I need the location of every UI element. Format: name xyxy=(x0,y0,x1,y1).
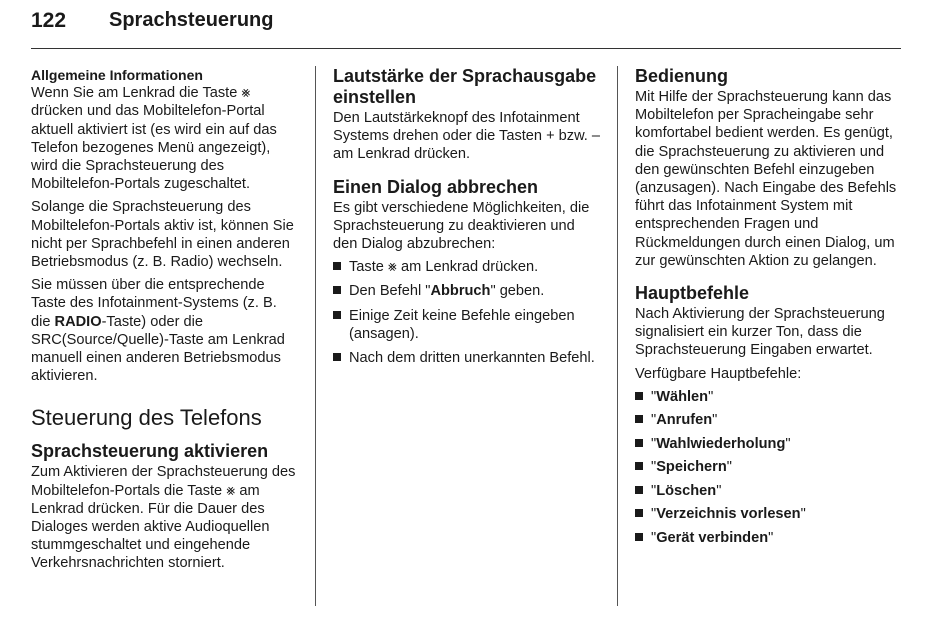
header-divider xyxy=(31,48,901,49)
list-item-text: Taste ⨳ am Lenkrad drücken. xyxy=(349,259,539,276)
command-text: Wählen xyxy=(656,388,709,405)
list-item-text: " geben. xyxy=(490,283,545,300)
bullet-icon xyxy=(635,509,643,517)
column-1 xyxy=(31,66,299,578)
command-item: "Gerät verbinden" xyxy=(635,529,901,547)
bullet-icon xyxy=(635,533,643,541)
column-3 xyxy=(635,66,901,552)
general-info-paragraph-3 xyxy=(31,276,299,385)
column-divider-1 xyxy=(315,66,316,606)
bullet-icon xyxy=(333,262,341,270)
column-2 xyxy=(333,66,601,373)
main-commands-list xyxy=(635,388,901,547)
column-divider-2 xyxy=(617,66,618,606)
bullet-icon xyxy=(333,353,341,361)
list-item xyxy=(333,349,601,367)
bullet-icon xyxy=(635,486,643,494)
bullet-icon xyxy=(635,415,643,423)
command-text: Wahlwiederholung xyxy=(656,435,786,452)
volume-paragraph: Den Lautstärkeknopf des Infotainment Systems drehen oder die Tasten + bzw. – am Lenkrad drücken. xyxy=(333,110,601,163)
command-text: Anrufen xyxy=(656,412,713,429)
operation-heading: Bedienung xyxy=(635,66,728,86)
available-commands-label: Verfügbare Hauptbefehle: xyxy=(635,365,802,382)
bullet-icon xyxy=(333,286,341,294)
page-title: Sprachsteuerung xyxy=(109,9,274,31)
operation-paragraph: Mit Hilfe der Sprachsteuerung kann das Mobiltelefon per Spracheingabe sehr komfortabel bedient werden. Es genügt, die Sprachsteuerung zu aktivieren und den gewünschten Befehl einzugeben (anzusagen). Nach Eingabe des Befehls führt das Infotainment System mit entsprechenden Fragen und Rückmeldungen durch einen Dialog, um zur gewünschten Aktion zu gelangen. xyxy=(635,89,897,269)
cancel-dialog-paragraph: Es gibt verschiedene Möglichkeiten, die Sprachsteuerung zu deaktivieren und den Dialog abzubrechen: xyxy=(333,199,590,253)
section-title: Steuerung des Telefons xyxy=(31,405,262,431)
cancel-dialog-heading: Einen Dialog abbrechen xyxy=(333,176,539,197)
bullet-icon xyxy=(635,392,643,400)
command-item: "Wahlwiederholung" xyxy=(635,435,901,453)
main-commands-heading: Hauptbefehle xyxy=(635,283,750,304)
general-info-heading: Allgemeine Informationen xyxy=(31,67,203,83)
general-info-paragraph-2: Solange die Sprachsteuerung des Mobiltelefon-Portals aktiv ist, können Sie nicht per Sprachbefehl in einen anderen Betriebsmodus (z. B. Radio) wechseln. xyxy=(31,199,294,271)
list-item-text: Den Befehl " xyxy=(349,283,431,300)
list-item xyxy=(333,258,601,276)
list-item xyxy=(333,282,601,300)
abbruch-keyword: Abbruch xyxy=(430,283,491,300)
command-item: "Wählen" xyxy=(635,388,901,406)
cancel-options-list xyxy=(333,258,601,367)
command-text: Verzeichnis vorlesen xyxy=(656,506,801,523)
command-text: Gerät verbinden xyxy=(656,529,769,546)
page-header xyxy=(31,9,901,49)
command-item: "Löschen" xyxy=(635,482,901,500)
paragraph-text: -Taste) oder die SRC(Source/Quelle)-Taste am Lenkrad manuell einen anderen Betriebsmodus aktivieren. xyxy=(31,313,285,385)
command-item: "Speichern" xyxy=(635,458,901,476)
list-item xyxy=(333,307,601,343)
command-item: "Verzeichnis vorlesen" xyxy=(635,505,901,523)
list-item-text: Einige Zeit keine Befehle eingeben (ansagen). xyxy=(349,307,575,342)
general-info-paragraph-1: Wenn Sie am Lenkrad die Taste ⨳ drücken und das Mobiltelefon-Portal aktuell aktiviert ist (es wird ein auf das Telefon bezogenes Menü angezeigt), wird die Sprachsteuerung des Mobiltelefon-Portals zugeschaltet. xyxy=(31,85,277,193)
paragraph-text: Sie müssen über die entsprechende Taste des Infotainment-Systems (z. B. die xyxy=(31,277,277,330)
activate-voice-control-heading: Sprachsteuerung aktivieren xyxy=(31,441,269,462)
activate-voice-control-paragraph: Zum Aktivieren der Sprachsteuerung des Mobiltelefon-Portals die Taste ⨳ am Lenkrad drücken. Für die Dauer des Dialoges werden aktive Audioquellen stummgeschaltet und eingehende Verkehrsnachrichten storniert. xyxy=(31,464,296,572)
main-commands-paragraph: Nach Aktivierung der Sprachsteuerung signalisiert ein kurzer Ton, dass die Sprachsteuerung Eingaben erwartet. xyxy=(635,306,885,359)
list-item-text: Nach dem dritten unerkannten Befehl. xyxy=(349,350,595,367)
command-text: Löschen xyxy=(656,482,717,499)
command-item: "Anrufen" xyxy=(635,411,901,429)
page-number: 122 xyxy=(31,9,67,32)
bullet-icon xyxy=(635,439,643,447)
volume-heading: Lautstärke der Sprachausgabe einstellen xyxy=(333,66,597,107)
bullet-icon xyxy=(333,311,341,319)
bullet-icon xyxy=(635,462,643,470)
radio-keyword: RADIO xyxy=(54,313,102,330)
command-text: Speichern xyxy=(656,459,727,476)
